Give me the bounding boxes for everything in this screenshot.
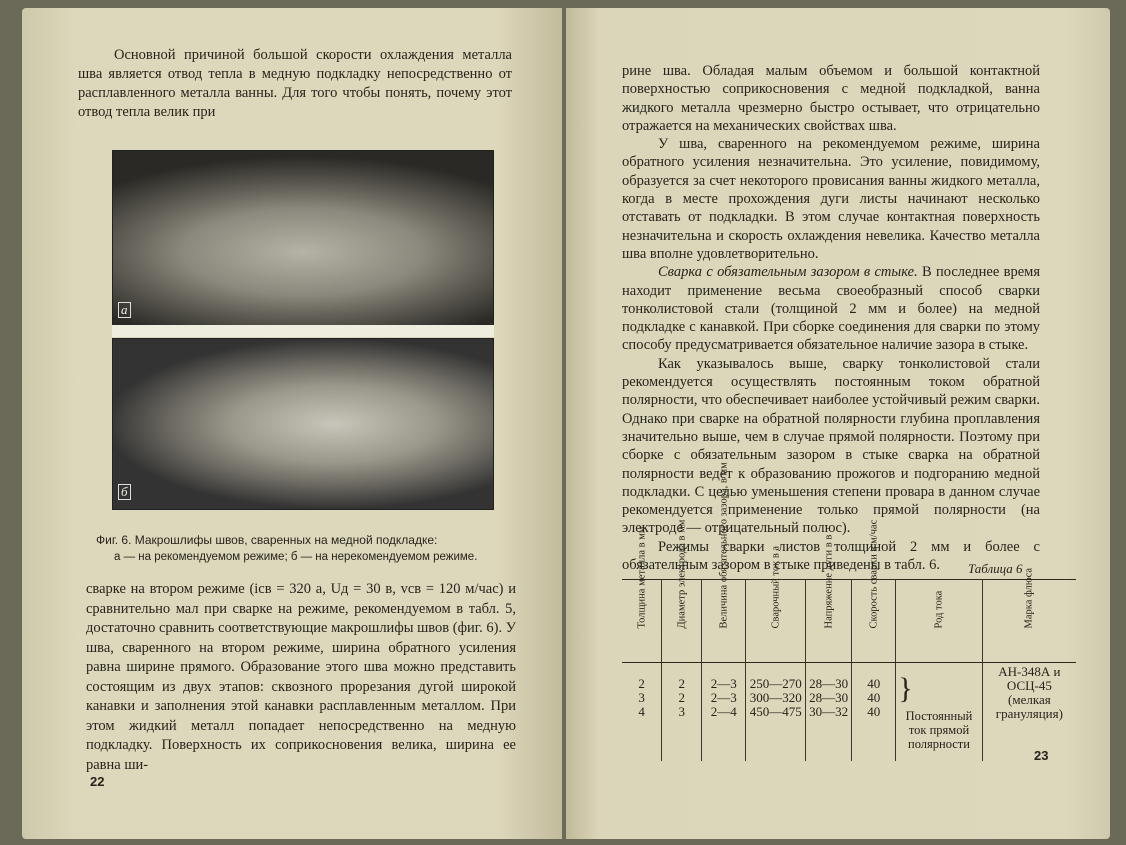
table-body-row bbox=[622, 663, 1076, 762]
macrosection-photo-a bbox=[112, 150, 494, 326]
header-speed bbox=[852, 580, 896, 663]
cell-voltage: 28—30 28—30 30—32 bbox=[806, 663, 852, 762]
cell-current-type: } Постоянный ток прямой полярности bbox=[896, 663, 982, 762]
paragraph-3 bbox=[622, 263, 1040, 354]
left-top-paragraph: Основной причиной большой скорости охлаждения металла шва является отвод тепла в медную подкладку непосредственно от расплавленного металла ванны. Для того чтобы понять, почему этот отвод тепла велик при bbox=[78, 47, 512, 120]
page-number-right: 23 bbox=[1034, 748, 1049, 763]
header-current-type: Род тока bbox=[896, 580, 982, 663]
table-title: Таблица 6 bbox=[968, 561, 1023, 576]
figure-caption bbox=[96, 532, 496, 566]
header-flux: Марка флюса bbox=[982, 580, 1076, 663]
header-current: Сварочный ток в а bbox=[746, 580, 806, 663]
macrosection-photo-b bbox=[112, 338, 494, 510]
header-electrode bbox=[662, 580, 702, 663]
brace: } bbox=[898, 672, 913, 705]
section-heading: Сварка с обязательным зазором в стыке. bbox=[658, 264, 918, 281]
header-gap bbox=[702, 580, 746, 663]
photo-label-b: б bbox=[118, 484, 131, 500]
cell-electrode: 2 2 3 bbox=[662, 663, 702, 762]
header-voltage: Напряжение дуги в в bbox=[806, 580, 852, 663]
cell-thickness: 2 3 4 bbox=[622, 663, 662, 762]
photo-separator bbox=[112, 325, 494, 337]
paragraph-3-body: В последнее время находит применение весьма своеобразный способ сварки тонколистовой стали (толщиной 2 мм и более) на медной подкладке с канавкой. При сборке соединения для сварки по этому способу предусматривается обязательное наличие зазора в стыке. bbox=[622, 264, 1040, 354]
caption-line-2: а — на рекомендуемом режиме; б — на нерекомендуемом режиме. bbox=[114, 551, 478, 563]
paragraph-2: У шва, сваренного на рекомендуемом режиме, ширина обратного усиления незначительна. Это усиление, повидимому, образуется за счет некоторого провисания ванны жидкого металла, когда в месте прохождения дуги листы начинают несколько отставать от подкладки. В этом случае контактная поверхность незначительна и скорость охлаждения невелика. Качество металла шва вполне удовлетворительно. bbox=[622, 136, 1040, 262]
header-thickness bbox=[622, 580, 662, 663]
table-header-row bbox=[622, 580, 1076, 663]
right-text-block bbox=[622, 62, 1040, 574]
paragraph-5: Режимы сварки листов толщиной 2 мм и более с обязательным зазором в стыке приведены в табл. 6. bbox=[622, 538, 1040, 574]
cell-flux: АН-348А и ОСЦ-45 (мелкая грануляция) bbox=[995, 664, 1063, 721]
photo-label-a: a bbox=[118, 302, 131, 318]
left-bottom-paragraph: сварке на втором режиме (iсв = 320 а, Uд = 30 в, vсв = 120 м/час) и сравнительно мал при сварке на режиме, рекомендуемом в табл. 5, достаточно сравнить соответствующие макрошлифы швов (фиг. 6). У шва, сваренного на втором режиме, ширина обратного усиления равна ширине прямого. Образование этого шва можно представить состоящим из двух этапов: сквозного прорезания дугой широкой канавки и заполнения этой канавки расплавленным металлом. При этом жидкий металл попадает непосредственно на медную подкладку. Поверхность их соприкосновения велика, ширина ее равна ши- bbox=[86, 581, 516, 773]
caption-line-1: Фиг. 6. Макрошлифы швов, сваренных на медной подкладке: bbox=[96, 533, 438, 547]
cell-current: 250—270 300—320 450—475 bbox=[746, 663, 806, 762]
cell-gap: 2—3 2—3 2—4 bbox=[702, 663, 746, 762]
paragraph-1: рине шва. Обладая малым объемом и большой контактной поверхностью соприкосновения с медной подкладкой, ванна жидкого металла чрезмерно быстро остывает, что отрицательно отражается на механических свойствах шва. bbox=[622, 63, 1040, 134]
cell-speed: 40 40 40 bbox=[852, 663, 896, 762]
paragraph-4: Как указывалось выше, сварку тонколистовой стали рекомендуется осуществлять постоянным током обратной полярности, что обеспечивает наиболее устойчивый режим сварки. Однако при сварке на обратной полярности глубина проплавления значительно выше, чем в случае прямой полярности. Поэтому при сборке с обязательным зазором в стыке сварка на обратной полярности ведет к образованию прожогов и подгоранию медной подкладки. С целью уменьшения степени провара в данном случае рекомендуется применение только прямой полярности (на электроде — отрицательный полюс). bbox=[622, 355, 1040, 537]
page-number-left: 22 bbox=[90, 774, 105, 789]
